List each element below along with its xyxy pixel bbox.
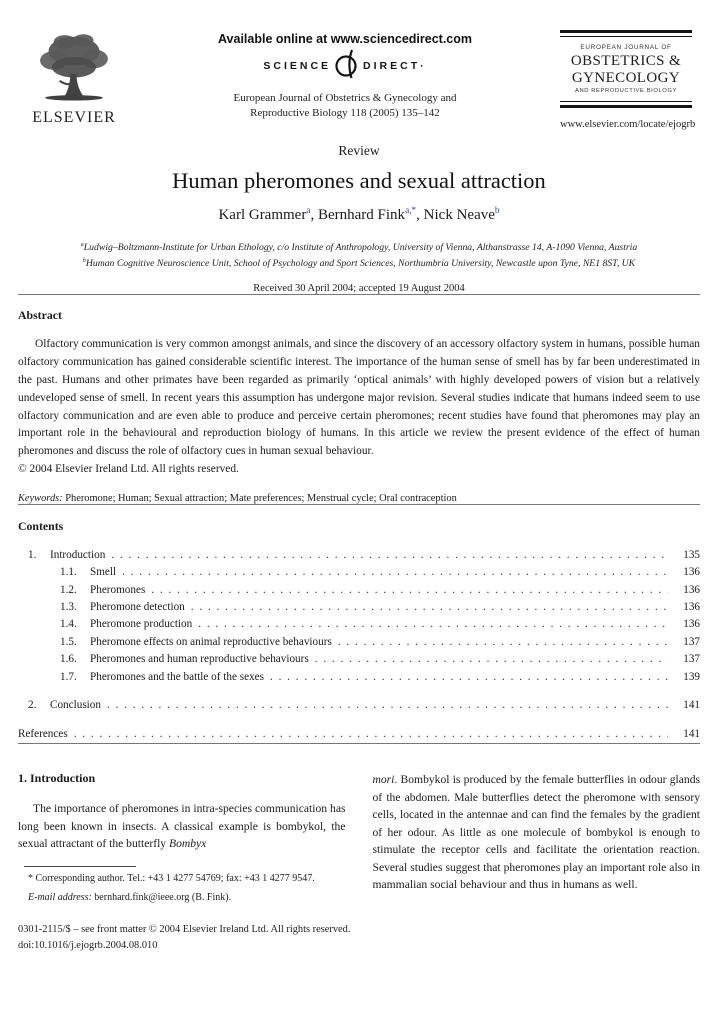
dot-leader xyxy=(151,582,668,599)
article-type-label: Review xyxy=(338,143,380,158)
science-wordmark: SCIENCE xyxy=(263,60,332,72)
keywords-list: Pheromone; Human; Sexual attraction; Mate preferences; Menstrual cycle; Oral contraception xyxy=(62,492,457,504)
toc-entry-pheromones[interactable]: 1.2. Pheromones . . . 136 xyxy=(18,582,700,599)
article-footer xyxy=(18,922,700,955)
dot-leader xyxy=(122,564,668,581)
email-label: E-mail address: xyxy=(28,892,92,904)
toc-entry-pheromone-detection[interactable]: 1.3. Pheromone detection . . . 136 xyxy=(18,599,700,616)
author: Nick Neave$^b$ xyxy=(423,206,500,223)
author-affiliation-mark: b xyxy=(494,206,500,216)
header-right xyxy=(560,30,700,130)
left-column xyxy=(18,771,346,906)
abstract-heading: Abstract xyxy=(18,308,62,323)
toc-entry-introduction[interactable]: 1. Introduction . . . 135 xyxy=(18,547,700,564)
body-paragraph: The importance of pheromones in intra-species communication has long been known in insects. A classical example is bombykol, the sexual attractant of the butterfly Bombyx xyxy=(18,801,346,851)
journal-header xyxy=(18,30,700,130)
article-body xyxy=(18,771,700,906)
abstract-text: Olfactory communication is very common amongst animals, and since the discovery of an accessory olfactory system in humans, possible human olfactory communication has gained considerable scientific interest. The importance of the human sense of smell has by far been underestimated in the past. Humans and other primates have been regarded as primarily ‘optical animals’ with highly developed powers of vision but a relatively undeveloped sense of smell. In recent years this assumption has undergone major revision. Several studies indicate that humans indeed seem to use olfactory communication and are even able to produce and perceive certain pheromones; recent studies have found that pheromones may play an important role in the behavioural and reproduction biology of humans. In this article we review the present evidence of the effect of human pheromones and discuss the role of olfactory cues in human sexual behaviour. xyxy=(18,338,700,458)
dot-leader xyxy=(107,697,668,714)
keywords-line xyxy=(18,493,700,504)
article-title: Human pheromones and sexual attraction xyxy=(172,168,546,193)
toc-entry-battle-of-sexes[interactable]: 1.7. Pheromones and the battle of the sexes . . . 139 xyxy=(18,669,700,686)
journal-homepage-link[interactable]: www.elsevier.com/locate/ejogrb xyxy=(560,119,696,130)
journal-box-line1: EUROPEAN JOURNAL OF xyxy=(580,44,672,51)
elsevier-tree-icon xyxy=(26,30,122,108)
received-dates: Received 30 April 2004; accepted 19 August 2004 xyxy=(253,283,465,295)
journal-box-line4: AND REPRODUCTIVE BIOLOGY xyxy=(574,88,677,94)
doi-line[interactable]: doi:10.1016/j.ejogrb.2004.08.010 xyxy=(18,940,158,952)
dot-leader xyxy=(270,669,668,686)
header-center xyxy=(130,30,560,120)
dot-leader xyxy=(191,599,668,616)
author-affiliation-mark: a xyxy=(306,206,311,216)
footnote-block xyxy=(18,866,346,906)
divider xyxy=(18,294,700,295)
double-rule-top xyxy=(560,30,692,37)
affiliation-b: $^b$Human Cognitive Neuroscience Unit, School of Psychology and Sport Sciences, Northumbria University, Newcastle upon Tyne, NE1 8ST, UK xyxy=(82,257,636,269)
direct-wordmark: DIRECT· xyxy=(363,60,427,72)
email-address-link[interactable]: bernhard.fink@ieee.org (B. Fink). xyxy=(91,892,232,904)
journal-logo-box xyxy=(560,30,692,108)
journal-box-line3: GYNECOLOGY xyxy=(571,69,681,86)
abstract-copyright: © 2004 Elsevier Ireland Ltd. All rights reserved. xyxy=(18,463,239,476)
journal-box-line2: OBSTETRICS & xyxy=(570,53,682,69)
corresponding-author-note: * Corresponding author. Tel.: +43 1 4277 54769; fax: +43 1 4277 9547. xyxy=(28,872,315,884)
journal-name-line2: Reproductive Biology 118 (2005) 135–142 xyxy=(250,106,440,119)
dot-leader xyxy=(74,726,668,743)
elsevier-wordmark: ELSEVIER xyxy=(32,109,116,126)
section-heading-introduction: 1. Introduction xyxy=(18,770,96,785)
affiliations xyxy=(18,239,700,270)
issn-copyright-line: 0301-2115/$ – see front matter © 2004 Elsevier Ireland Ltd. All rights reserved. xyxy=(18,923,351,935)
right-column xyxy=(373,771,701,906)
journal-name-line1: European Journal of Obstetrics & Gynecology and xyxy=(233,92,457,104)
table-of-contents xyxy=(18,547,700,743)
species-name: mori xyxy=(372,772,395,786)
species-name: Bombyx xyxy=(168,837,207,851)
toc-entry-pheromone-production[interactable]: 1.4. Pheromone production . . . 136 xyxy=(18,616,700,633)
sciencedirect-logo xyxy=(130,53,560,79)
double-rule-bottom xyxy=(560,101,692,108)
toc-entry-human-behaviours[interactable]: 1.6. Pheromones and human reproductive behaviours . . . 137 xyxy=(18,651,700,668)
email-note xyxy=(18,891,346,906)
divider xyxy=(18,743,700,744)
affiliation-a: $^a$Ludwig–Boltzmann-Institute for Urban Ethology, c/o Institute of Anthropology, University of Vienna, Althanstrasse 14, A-1090 Vienna, Austria xyxy=(80,242,638,254)
footnote-separator xyxy=(24,866,136,867)
toc-entry-references[interactable]: References . . . 141 xyxy=(18,726,700,743)
divider xyxy=(18,504,700,505)
toc-entry-conclusion[interactable]: 2. Conclusion . . . 141 xyxy=(18,697,700,714)
toc-entry-animal-behaviours[interactable]: 1.5. Pheromone effects on animal reproductive behaviours . . . 137 xyxy=(18,634,700,651)
dot-leader xyxy=(198,616,668,633)
author-line xyxy=(18,206,700,224)
author: Karl Grammer$^a$, xyxy=(218,206,318,223)
toc-entry-smell[interactable]: 1.1. Smell . . . 136 xyxy=(18,564,700,581)
author-affiliation-mark: a,* xyxy=(405,206,417,216)
dot-leader xyxy=(338,634,668,651)
available-online-link[interactable]: Available online at www.sciencedirect.com xyxy=(217,32,473,46)
author: Bernhard Fink$^{a,*}$, xyxy=(317,206,424,223)
keywords-label: Keywords: xyxy=(18,492,63,504)
sciencedirect-d-icon xyxy=(334,49,360,79)
dot-leader xyxy=(111,547,668,564)
contents-heading: Contents xyxy=(18,518,64,533)
dot-leader xyxy=(315,651,668,668)
elsevier-logo xyxy=(18,30,130,127)
body-paragraph: mori. Bombykol is produced by the female butterflies in odour glands of the abdomen. Male butterflies detect the pheromone with sensory cells, located in the antennae and can find the females by the gradient of her odour. As little as one molecule of bombykol is enough to stimulate the receptor cells and facilitate the orientation reaction. Several studies suggest that pheromones play an important role also in mammalian social behaviour and thus in humans as well. xyxy=(372,772,700,892)
